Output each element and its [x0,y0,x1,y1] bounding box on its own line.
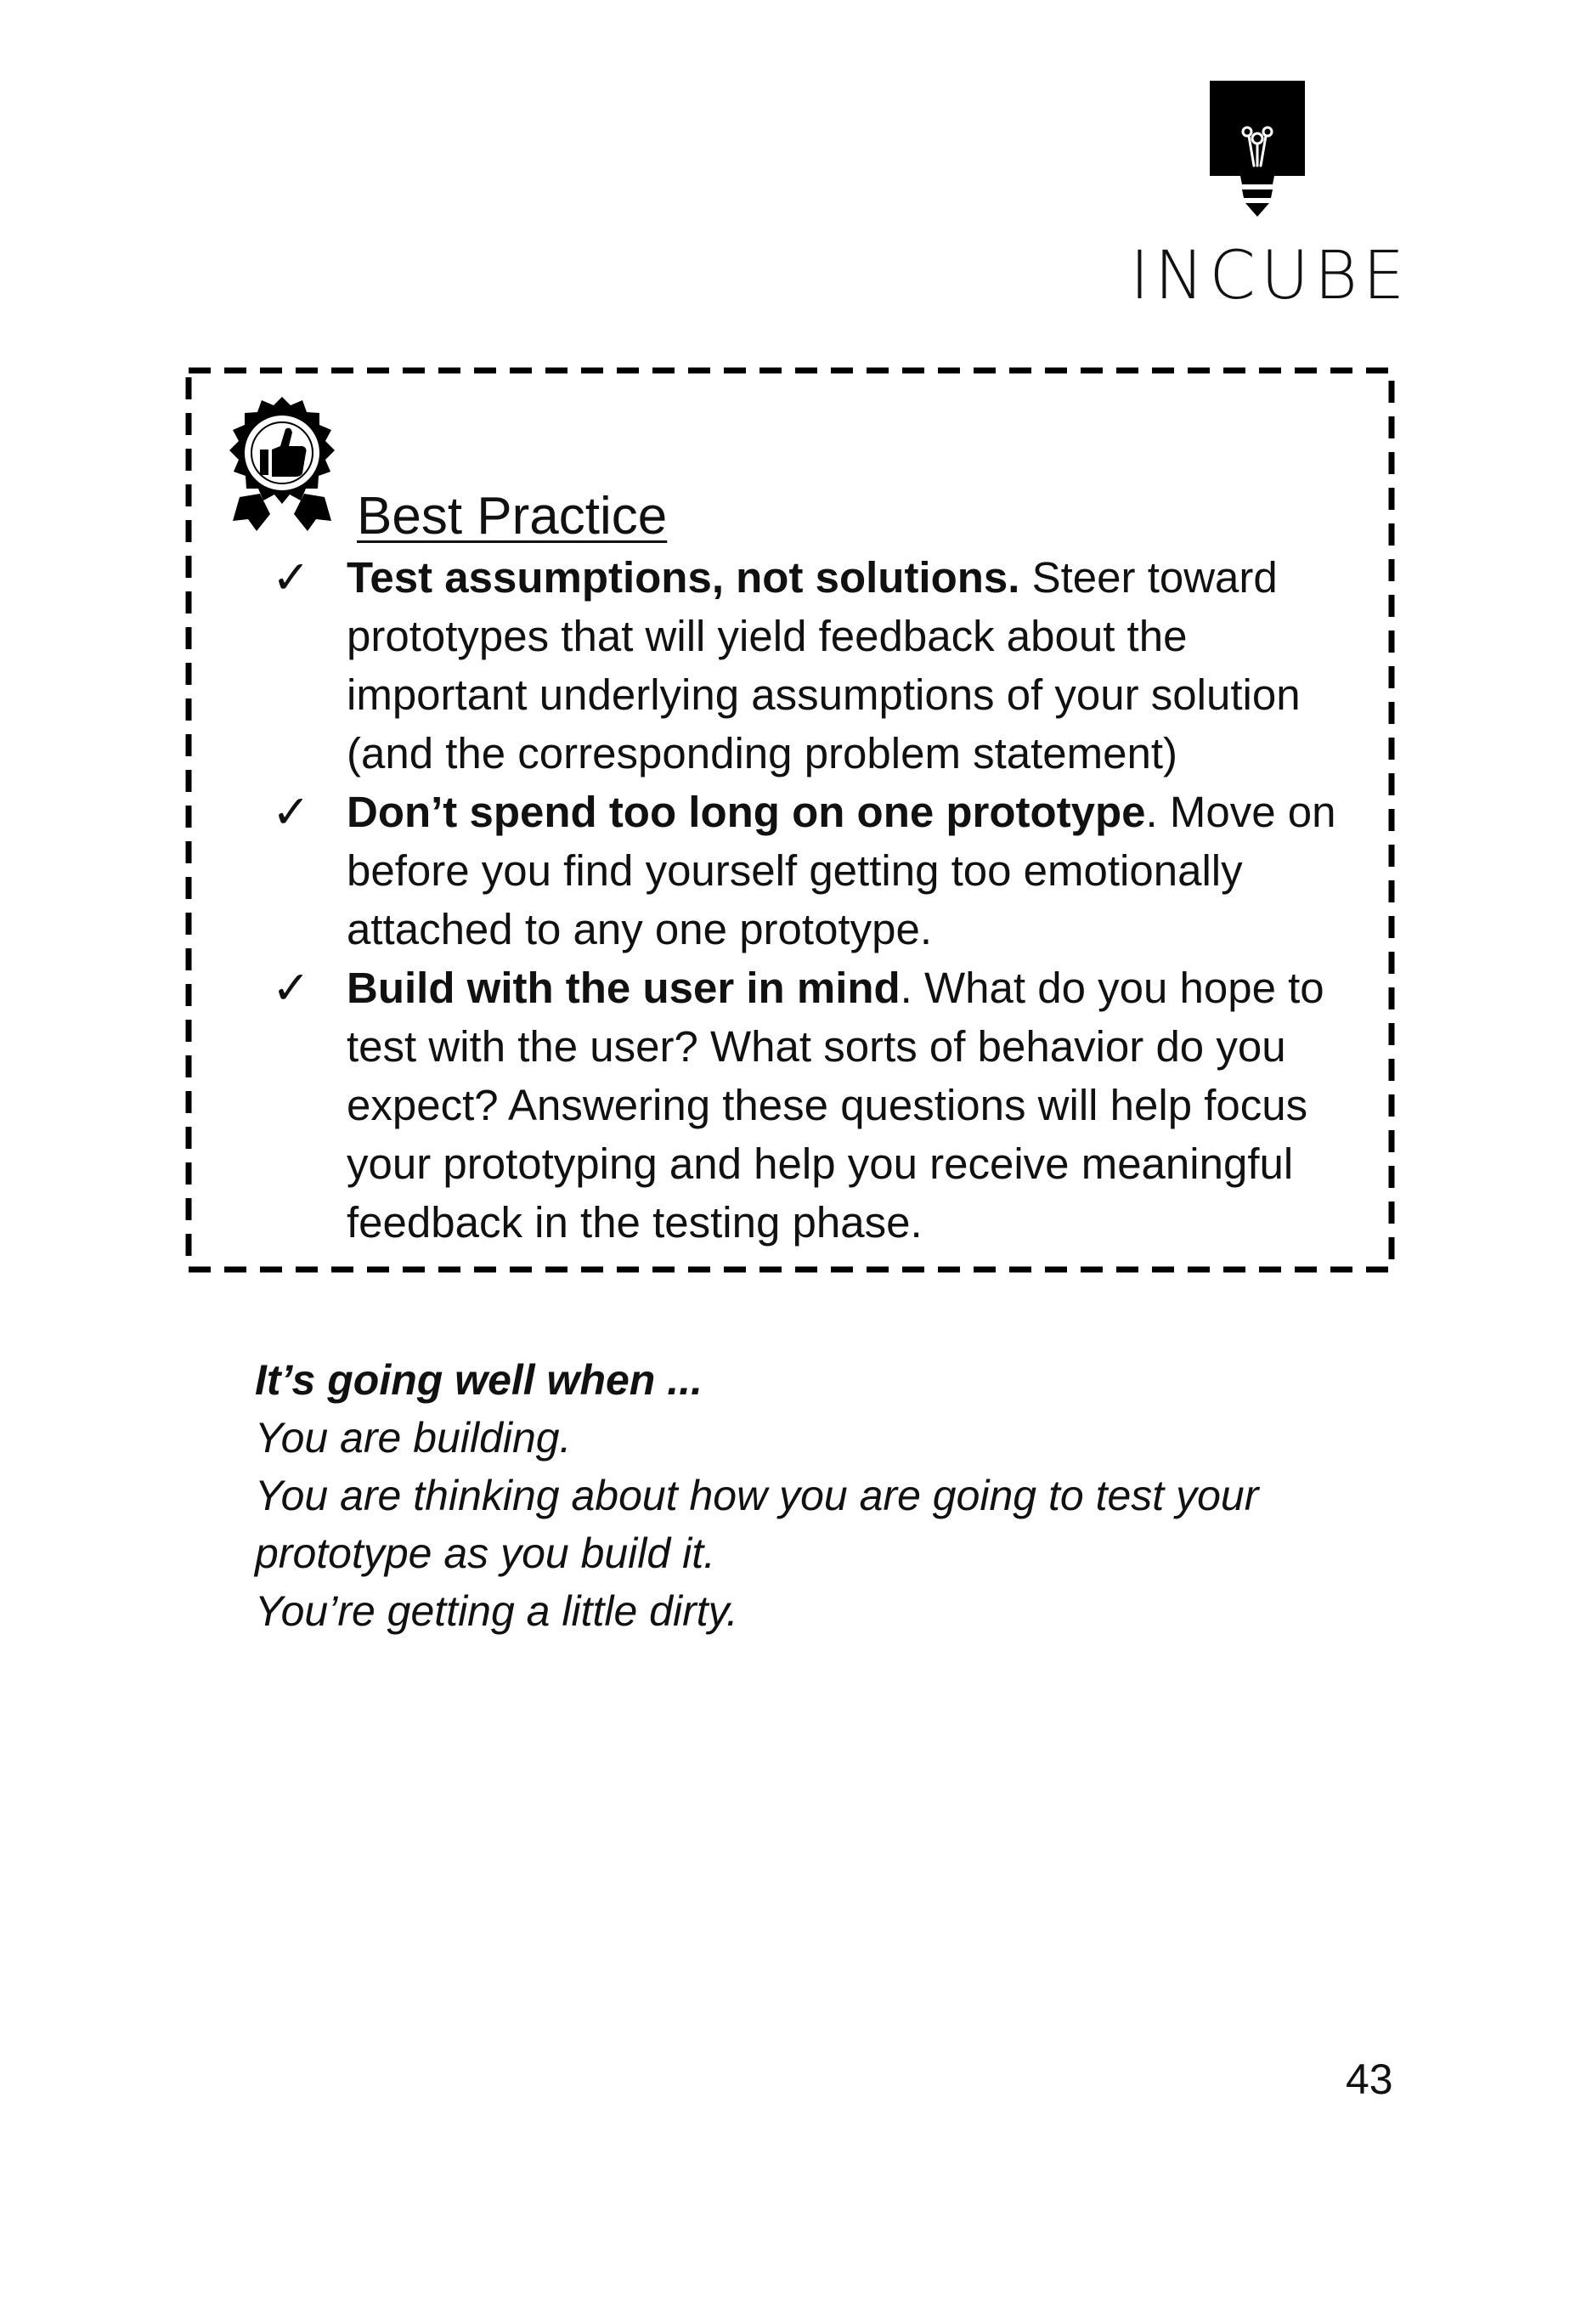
going-well-line: prototype as you build it. [255,1530,715,1577]
going-well-section [255,1351,1359,1640]
lightbulb-icon [1210,81,1305,225]
item-body: . What do you hope to test with the user? What sorts of behavior do you expect? Answering these questions will help focus your prototyping and help you receive meaningful feedback in the testing phase. [347,964,1324,1247]
list-item [272,958,1376,1252]
best-practice-title: Best Practice [357,487,668,546]
thumbs-up-badge-icon [223,395,342,540]
item-lead: Build with the user in mind [347,964,901,1012]
incube-logo [1104,81,1410,314]
page-number: 43 [1346,2055,1393,2103]
checkmark-icon: ✓ [272,785,311,839]
best-practice-list [272,548,1376,1252]
item-lead: Test assumptions, not solutions. [347,553,1020,602]
logo-wordmark: INCUBE [1130,238,1410,314]
going-well-line: You’re getting a little dirty. [255,1587,738,1635]
checkmark-icon: ✓ [272,551,311,604]
item-body: . Move on before you find yourself getting too emotionally attached to any one prototype. [347,788,1336,953]
item-lead: Don’t spend too long on one prototype [347,788,1146,836]
checkmark-icon: ✓ [272,961,311,1015]
list-item [272,548,1376,783]
going-well-heading: It’s going well when ... [255,1356,703,1404]
list-item [272,783,1376,958]
going-well-line: You are thinking about how you are going to test your [255,1472,1259,1519]
going-well-line: You are building. [255,1414,572,1462]
item-body: Steer toward prototypes that will yield feedback about the important underlying assumptions of your solution (and the corresponding problem statement) [347,553,1301,777]
